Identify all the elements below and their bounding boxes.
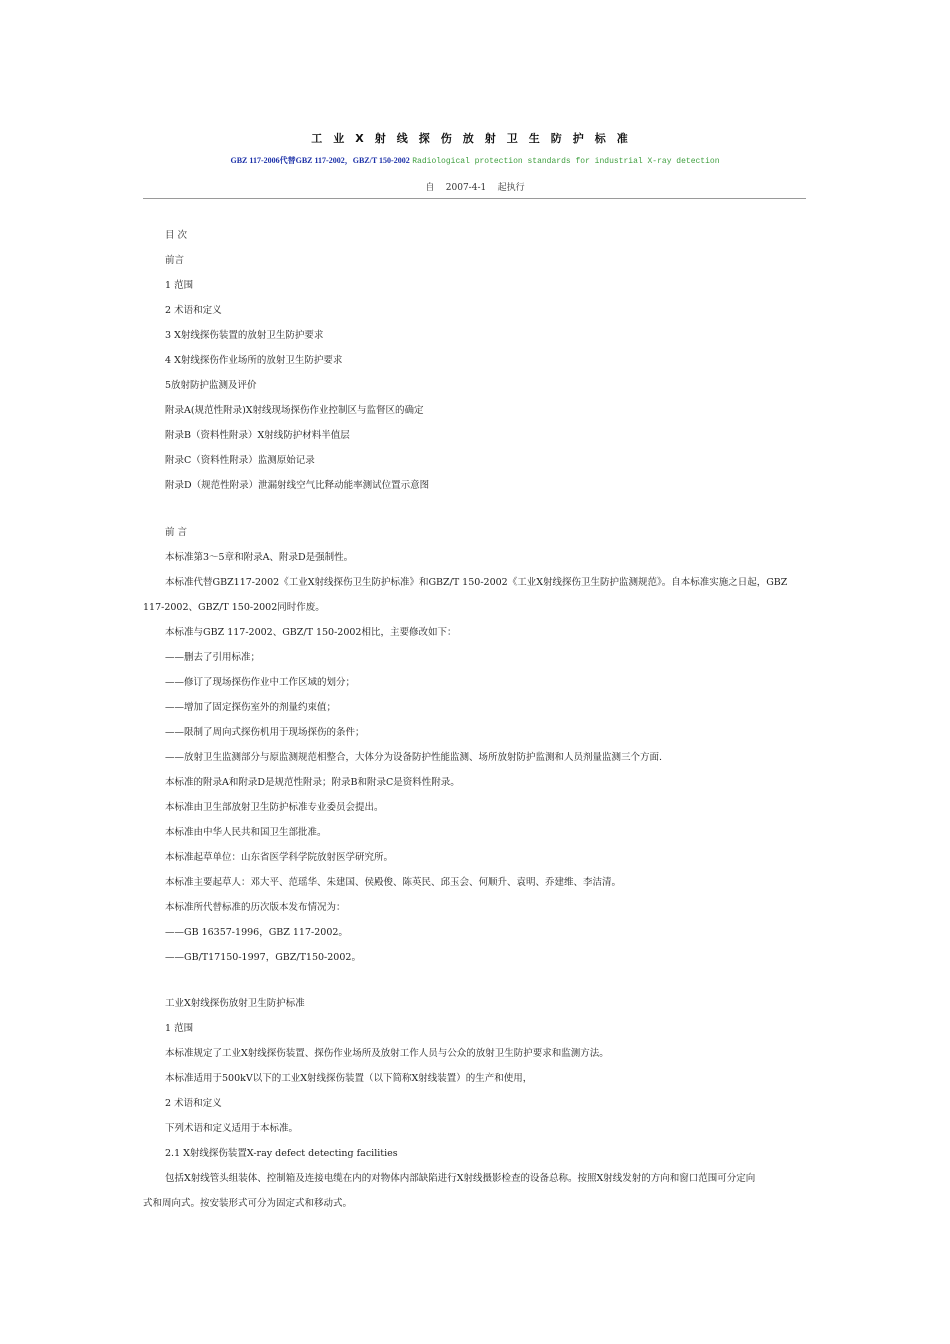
- foreword-paragraph: 本标准与GBZ 117-2002、GBZ/T 150-2002相比，主要修改如下：: [165, 627, 457, 638]
- document-title: 工业X射线探伤放射卫生防护标准: [311, 132, 639, 145]
- foreword-paragraph: 本标准起草单位：山东省医学科学院放射医学研究所。: [165, 852, 394, 863]
- standard-subtitle: [0, 155, 950, 166]
- foreword-paragraph: 本标准的附录A和附录D是规范性附录；附录B和附录C是资料性附录。: [165, 777, 460, 788]
- foreword-paragraph-continued: 117-2002、GBZ/T 150-2002同时作废。: [143, 602, 325, 613]
- section-paragraph: 本标准适用于500kV以下的工业X射线探伤装置（以下简称X射线装置）的生产和使用，: [165, 1073, 533, 1084]
- section-paragraph-continued: 式和周向式。按安装形式可分为固定式和移动式。: [143, 1198, 353, 1209]
- english-title: Radiological protection standards for industrial X-ray detection: [412, 157, 720, 166]
- section-heading: 2 术语和定义: [165, 1098, 222, 1109]
- toc-item[interactable]: 附录D（规范性附录）泄漏射线空气比释动能率测试位置示意图: [165, 480, 430, 491]
- toc-item[interactable]: 3 X射线探伤装置的放射卫生防护要求: [165, 330, 324, 341]
- standard-ids: GBZ 117-2006代替GBZ 117-2002，GBZ/T 150-2002: [230, 156, 410, 165]
- toc-item[interactable]: 5放射防护监测及评价: [165, 380, 257, 391]
- change-item: ——增加了固定探伤室外的剂量约束值；: [165, 702, 337, 713]
- change-item: ——修订了现场探伤作业中工作区域的划分；: [165, 677, 356, 688]
- toc-item[interactable]: 附录C（资料性附录）监测原始记录: [165, 455, 315, 466]
- body-title: 工业X射线探伤放射卫生防护标准: [165, 998, 305, 1009]
- history-item: ——GB 16357-1996，GBZ 117-2002。: [165, 927, 348, 938]
- foreword-paragraph: 本标准代替GBZ117-2002《工业X射线探伤卫生防护标准》和GBZ/T 150-2002《工业X射线探伤卫生防护监测规范》。自本标准实施之日起，GBZ: [165, 577, 788, 588]
- change-item: ——限制了周向式探伤机用于现场探伤的条件；: [165, 727, 365, 738]
- foreword-paragraph: 本标准主要起草人：邓大平、范瑶华、朱建国、侯殿俊、陈英民、邱玉会、何顺升、袁明、乔建维、李洁清。: [165, 877, 622, 888]
- foreword-heading: 前 言: [165, 527, 188, 538]
- foreword-paragraph: 本标准由中华人民共和国卫生部批准。: [165, 827, 327, 838]
- section-paragraph: 本标准规定了工业X射线探伤装置、探伤作业场所及放射工作人员与公众的放射卫生防护要求和监测方法。: [165, 1048, 609, 1059]
- change-item: ——放射卫生监测部分与原监测规范相整合，大体分为设备防护性能监测、场所放射防护监测和人员剂量监测三个方面.: [165, 752, 663, 763]
- toc-heading: 目 次: [165, 230, 188, 241]
- history-item: ——GB/T17150-1997，GBZ/T150-2002。: [165, 952, 361, 963]
- subsection-heading: 2.1 X射线探伤装置X-ray defect detecting facilities: [165, 1148, 398, 1159]
- effective-date: 自 2007-4-1 起执行: [425, 183, 525, 193]
- toc-item[interactable]: 附录A(规范性附录)X射线现场探伤作业控制区与监督区的确定: [165, 405, 424, 416]
- foreword-paragraph: 本标准由卫生部放射卫生防护标准专业委员会提出。: [165, 802, 384, 813]
- section-heading: 1 范围: [165, 1023, 194, 1034]
- toc-item[interactable]: 2 术语和定义: [165, 305, 222, 316]
- section-paragraph: 下列术语和定义适用于本标准。: [165, 1123, 299, 1134]
- toc-item[interactable]: 前言: [165, 255, 185, 266]
- toc-item[interactable]: 1 范围: [165, 280, 194, 291]
- section-paragraph: 包括X射线管头组装体、控制箱及连接电缆在内的对物体内部缺陷进行X射线摄影检查的设备总称。按照X射线发射的方向和窗口范围可分定向: [165, 1173, 756, 1184]
- toc-item[interactable]: 附录B（资料性附录）X射线防护材料半值层: [165, 430, 350, 441]
- foreword-paragraph: 本标准第3～5章和附录A、附录D是强制性。: [165, 552, 354, 563]
- header-divider: [143, 198, 806, 199]
- change-item: ——删去了引用标准；: [165, 652, 261, 663]
- toc-item[interactable]: 4 X射线探伤作业场所的放射卫生防护要求: [165, 355, 343, 366]
- foreword-paragraph: 本标准所代替标准的历次版本发布情况为：: [165, 902, 346, 913]
